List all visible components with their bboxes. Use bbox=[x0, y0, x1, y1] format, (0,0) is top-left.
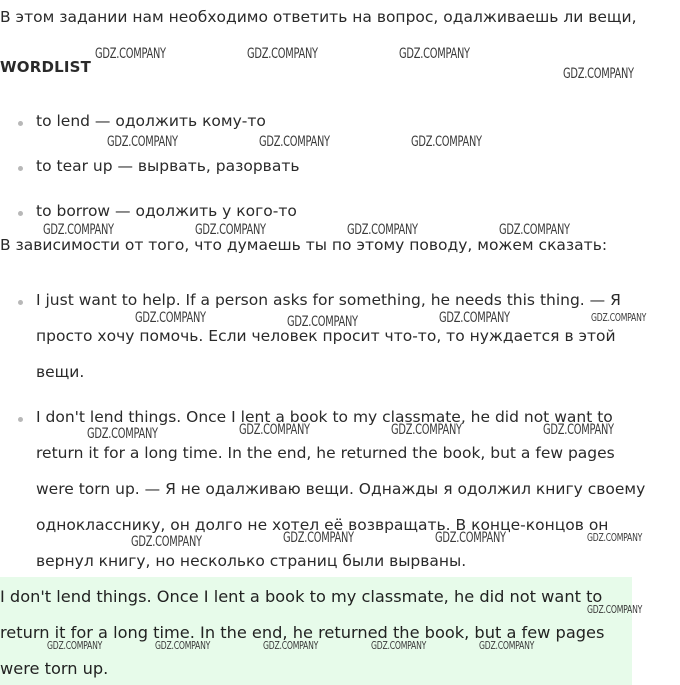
example-line: I don't lend things. Once I lent a book to my classmate, he did not want to bbox=[36, 408, 613, 426]
wordlist-item: to tear up — вырвать, разорвать bbox=[36, 157, 300, 175]
watermark: GDZ.COMPANY bbox=[563, 66, 634, 82]
watermark: GDZ.COMPANY bbox=[195, 222, 266, 238]
answer-highlight bbox=[0, 577, 632, 685]
watermark: GDZ.COMPANY bbox=[263, 639, 319, 652]
example-line: were torn up. — Я не одалживаю вещи. Однажды я одолжил книгу своему bbox=[36, 480, 646, 498]
watermark: GDZ.COMPANY bbox=[479, 639, 535, 652]
watermark: GDZ.COMPANY bbox=[43, 222, 114, 238]
watermark: GDZ.COMPANY bbox=[435, 530, 506, 546]
watermark: GDZ.COMPANY bbox=[239, 422, 310, 438]
watermark: GDZ.COMPANY bbox=[347, 222, 418, 238]
watermark: GDZ.COMPANY bbox=[591, 311, 647, 324]
watermark: GDZ.COMPANY bbox=[439, 310, 510, 326]
intro-text: В этом задании нам необходимо ответить на вопрос, одалживаешь ли вещи, bbox=[0, 8, 637, 26]
watermark: GDZ.COMPANY bbox=[95, 46, 166, 62]
watermark: GDZ.COMPANY bbox=[587, 531, 643, 544]
bullet-dot bbox=[18, 121, 23, 126]
wordlist-item: to borrow — одолжить у кого-то bbox=[36, 202, 297, 220]
answer-line: return it for a long time. In the end, he returned the book, but a few pages bbox=[0, 623, 605, 642]
example-line: вещи. bbox=[36, 363, 85, 381]
bullet-dot bbox=[18, 417, 23, 422]
bullet-dot bbox=[18, 166, 23, 171]
watermark: GDZ.COMPANY bbox=[47, 639, 103, 652]
example-line: I just want to help. If a person asks for something, he needs this thing. — Я bbox=[36, 291, 621, 309]
example-line: return it for a long time. In the end, he returned the book, but a few pages bbox=[36, 444, 615, 462]
transition-text: В зависимости от того, что думаешь ты по этому поводу, можем сказать: bbox=[0, 236, 608, 254]
watermark: GDZ.COMPANY bbox=[411, 134, 482, 150]
watermark: GDZ.COMPANY bbox=[371, 639, 427, 652]
watermark: GDZ.COMPANY bbox=[87, 426, 158, 442]
watermark: GDZ.COMPANY bbox=[499, 222, 570, 238]
watermark: GDZ.COMPANY bbox=[247, 46, 318, 62]
watermark: GDZ.COMPANY bbox=[107, 134, 178, 150]
watermark: GDZ.COMPANY bbox=[259, 134, 330, 150]
wordlist-heading: WORDLIST bbox=[0, 58, 92, 76]
watermark: GDZ.COMPANY bbox=[287, 314, 358, 330]
watermark: GDZ.COMPANY bbox=[587, 603, 643, 616]
wordlist-item: to lend — одолжить кому-то bbox=[36, 112, 266, 130]
example-line: просто хочу помочь. Если человек просит что-то, то нуждается в этой bbox=[36, 327, 616, 345]
example-line: однокласснику, он долго не хотел её возвращать. В конце-концов он bbox=[36, 516, 609, 534]
example-line: вернул книгу, но несколько страниц были вырваны. bbox=[36, 552, 467, 570]
watermark: GDZ.COMPANY bbox=[399, 46, 470, 62]
answer-line: I don't lend things. Once I lent a book to my classmate, he did not want to bbox=[0, 587, 603, 606]
watermark: GDZ.COMPANY bbox=[283, 530, 354, 546]
watermark: GDZ.COMPANY bbox=[391, 422, 462, 438]
watermark: GDZ.COMPANY bbox=[543, 422, 614, 438]
watermark: GDZ.COMPANY bbox=[155, 639, 211, 652]
bullet-dot bbox=[18, 211, 23, 216]
answer-line: were torn up. bbox=[0, 659, 109, 678]
watermark: GDZ.COMPANY bbox=[135, 310, 206, 326]
bullet-dot bbox=[18, 300, 23, 305]
watermark: GDZ.COMPANY bbox=[131, 534, 202, 550]
